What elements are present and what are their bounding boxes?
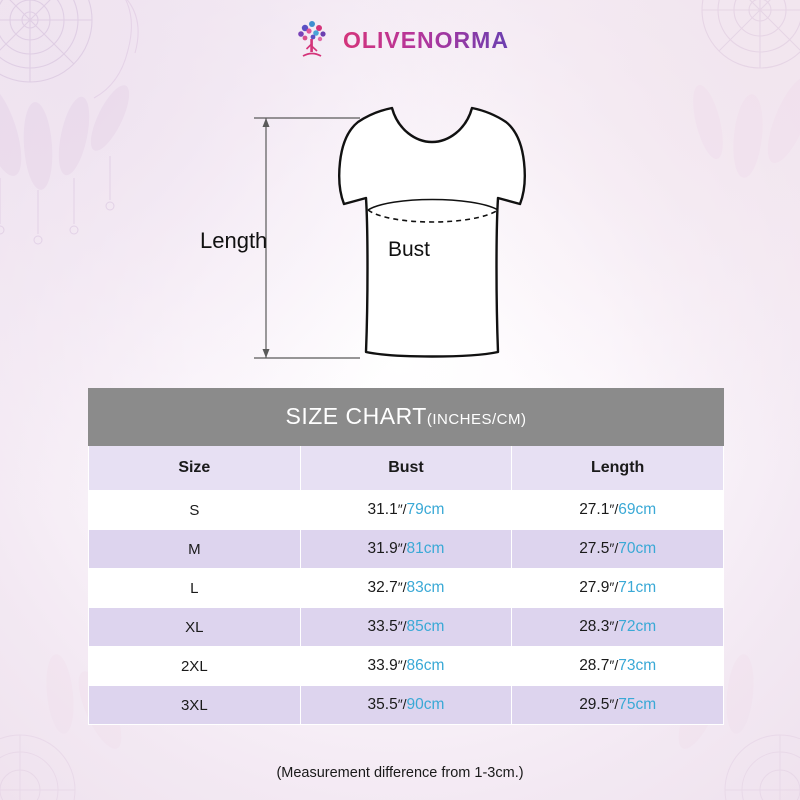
length-cm: 69cm [618,501,657,518]
inch-mark: ″/ [397,501,407,517]
bust-inches: 35.5 [367,696,398,713]
length-label: Length [200,228,268,253]
tree-of-life-icon [291,18,333,62]
cell-size: S [89,491,301,530]
table-row [89,647,724,686]
cell-bust [300,608,512,647]
cell-size: 3XL [89,686,301,725]
inch-mark: ″/ [397,618,407,634]
inch-mark: ″/ [609,579,619,595]
table-title-cell [89,389,724,446]
inch-mark: ″/ [397,579,407,595]
inch-mark: ″/ [609,618,619,634]
cell-bust [300,647,512,686]
bust-inches: 31.1 [367,501,398,518]
bust-cm: 83cm [406,579,445,596]
cell-size: L [89,569,301,608]
length-inches: 28.7 [579,657,610,674]
bust-inches: 33.5 [367,618,398,635]
cell-length [512,608,724,647]
inch-mark: ″/ [397,696,407,712]
table-row [89,686,724,725]
cell-length [512,569,724,608]
measurement-footnote: (Measurement difference from 1-3cm.) [276,765,524,781]
length-cm: 73cm [618,657,657,674]
brand-header [0,18,800,62]
cell-length [512,686,724,725]
column-header-bust: Bust [300,446,512,491]
cell-bust [300,569,512,608]
length-inches: 28.3 [579,618,610,635]
inch-mark: ″/ [397,657,407,673]
bust-cm: 86cm [406,657,445,674]
inch-mark: ″/ [609,540,619,556]
bust-cm: 79cm [406,501,445,518]
size-chart-table-wrap [88,388,724,725]
length-cm: 72cm [618,618,657,635]
inch-mark: ″/ [609,696,619,712]
length-cm: 75cm [618,696,657,713]
length-inches: 27.9 [579,579,610,596]
length-cm: 71cm [618,579,657,596]
bust-inches: 31.9 [367,540,398,557]
cell-size: XL [89,608,301,647]
length-inches: 27.5 [579,540,610,557]
cell-length [512,491,724,530]
column-header-length: Length [512,446,724,491]
table-row [89,491,724,530]
cell-bust [300,686,512,725]
length-inches: 27.1 [579,501,610,518]
inch-mark: ″/ [609,501,619,517]
bust-cm: 85cm [406,618,445,635]
size-chart-table [88,388,724,725]
bust-inches: 33.9 [367,657,398,674]
table-row [89,569,724,608]
table-body [89,491,724,725]
cell-bust [300,530,512,569]
cell-size: 2XL [89,647,301,686]
table-title-unit: (INCHES/CM) [426,411,527,428]
cell-length [512,530,724,569]
brand-name: OLIVENORMA [343,26,509,53]
column-header-size: Size [89,446,301,491]
inch-mark: ″/ [609,657,619,673]
length-inches: 29.5 [579,696,610,713]
table-title-row [89,389,724,446]
table-title-main: SIZE CHART [285,403,427,429]
cell-length [512,647,724,686]
table-row [89,608,724,647]
bust-inches: 32.7 [367,579,398,596]
bust-cm: 81cm [406,540,445,557]
bust-cm: 90cm [406,696,445,713]
length-cm: 70cm [618,540,657,557]
bust-label: Bust [388,238,431,261]
inch-mark: ″/ [397,540,407,556]
table-header-row [89,446,724,491]
cell-bust [300,491,512,530]
table-row [89,530,724,569]
cell-size: M [89,530,301,569]
